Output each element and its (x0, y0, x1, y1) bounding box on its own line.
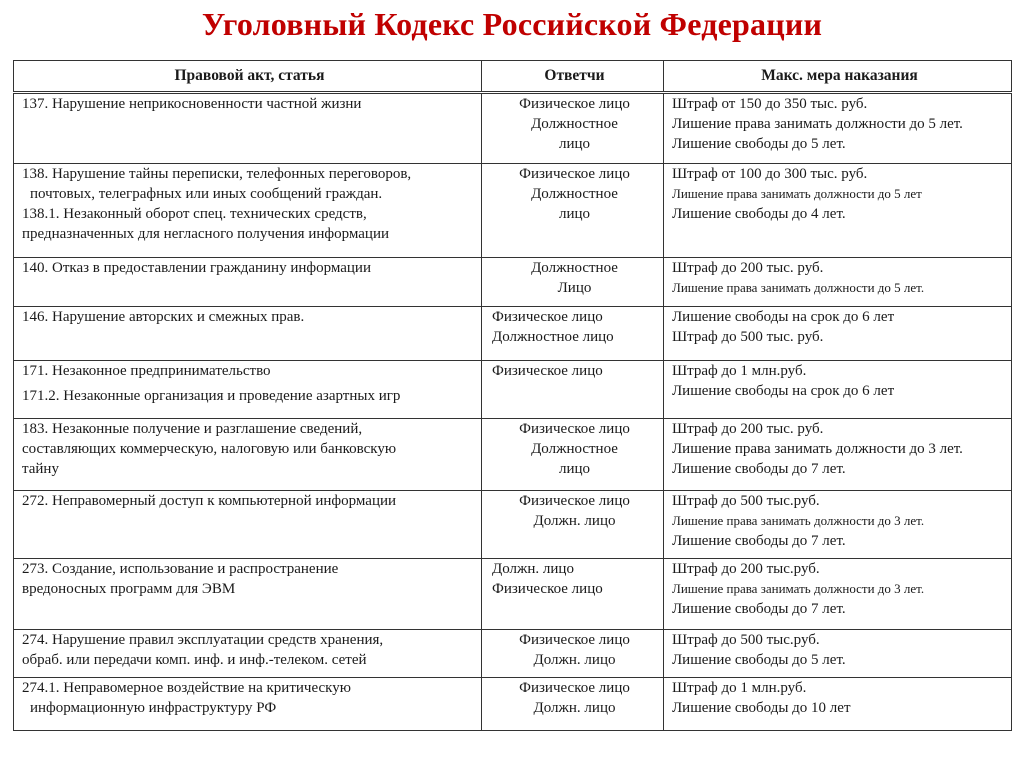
respondent-cell (482, 258, 664, 307)
respondent-line: Должностное (531, 441, 618, 457)
table-row (14, 93, 1012, 164)
act-cell (14, 419, 482, 491)
act-line: информационную инфраструктуру РФ (30, 700, 277, 716)
penalty-cell (664, 361, 1012, 419)
respondent-line: Физическое лицо (492, 363, 603, 379)
page-title: Уголовный Кодекс Российской Федерации (201, 6, 823, 42)
penalty-line: Лишение права занимать должности до 3 лет. (672, 441, 963, 457)
respondent-line: Физическое лицо (519, 493, 630, 509)
table-row (14, 361, 1012, 419)
penalty-cell (664, 559, 1012, 630)
respondent-line: Физическое лицо (519, 680, 630, 696)
act-line: 146. Нарушение авторских и смежных прав. (22, 309, 305, 325)
act-line: тайну (22, 461, 59, 477)
penalty-line: Лишение свободы до 4 лет. (672, 206, 846, 222)
respondent-cell (482, 491, 664, 559)
act-cell (14, 361, 482, 419)
penalty-line: Штраф до 500 тыс.руб. (672, 493, 820, 509)
act-line: 183. Незаконные получение и разглашение сведений, (22, 421, 363, 437)
penalty-line: Лишение свободы на срок до 6 лет (672, 309, 895, 325)
penalty-cell (664, 630, 1012, 678)
respondent-line: Физическое лицо (519, 96, 630, 112)
penalty-cell (664, 164, 1012, 258)
table-row (14, 630, 1012, 678)
act-line: 272. Неправомерный доступ к компьютерной информации (22, 493, 397, 509)
respondent-line: Физическое лицо (519, 166, 630, 182)
respondent-cell (482, 93, 664, 164)
respondent-line: лицо (558, 206, 591, 222)
penalty-cell (664, 93, 1012, 164)
respondent-line: Физическое лицо (492, 309, 603, 325)
act-line: 274.1. Неправомерное воздействие на критическую (22, 680, 351, 696)
act-line: 171. Незаконное предпринимательство (22, 363, 271, 379)
act-line: 274. Нарушение правил эксплуатации средств хранения, (22, 632, 384, 648)
respondent-cell (482, 630, 664, 678)
act-cell (14, 491, 482, 559)
act-cell (14, 93, 482, 164)
act-line: 140. Отказ в предоставлении гражданину информации (22, 260, 371, 276)
respondent-line: Физическое лицо (519, 632, 630, 648)
act-cell (14, 678, 482, 731)
act-cell (14, 559, 482, 630)
penalty-line: Штраф до 200 тыс. руб. (672, 260, 824, 276)
respondent-cell (482, 419, 664, 491)
header-penalty: Макс. мера наказания (664, 61, 1012, 93)
respondent-line: Физическое лицо (519, 421, 630, 437)
respondent-cell (482, 559, 664, 630)
penalty-line: Лишение права занимать должности до 5 лет. (672, 116, 963, 132)
header-act: Правовой акт, статья (14, 61, 482, 93)
act-line: 138.1. Незаконный оборот спец. технических средств, (22, 206, 367, 222)
penalty-line: Штраф до 200 тыс. руб. (672, 421, 824, 437)
penalty-line: Штраф до 1 млн.руб. (672, 363, 807, 379)
penalty-line: Штраф до 500 тыс.руб. (672, 632, 820, 648)
penalty-line: Лишение свободы до 7 лет. (672, 533, 846, 549)
respondent-line: Должн. лицо (533, 652, 616, 668)
penalty-cell (664, 258, 1012, 307)
respondent-line: лицо (558, 461, 591, 477)
respondent-line: Должностное (531, 260, 618, 276)
act-line: 138. Нарушение тайны переписки, телефонных переговоров, (22, 166, 412, 182)
penalty-line: Штраф от 150 до 350 тыс. руб. (672, 96, 868, 112)
penalty-line: Штраф до 1 млн.руб. (672, 680, 807, 696)
respondent-line: Лицо (557, 280, 592, 296)
act-line: обраб. или передачи комп. инф. и инф.-телеком. сетей (22, 652, 367, 668)
respondent-line: лицо (558, 136, 591, 152)
act-line: 137. Нарушение неприкосновенности частной жизни (22, 96, 362, 112)
penalty-line: Лишение права занимать должности до 5 лет (672, 186, 922, 201)
respondent-line: Должн. лицо (533, 700, 616, 716)
respondent-cell (482, 361, 664, 419)
act-line: предназначенных для негласного получения информации (22, 226, 389, 242)
respondent-line: Должностное (531, 186, 618, 202)
respondent-cell (482, 164, 664, 258)
respondent-cell (482, 307, 664, 361)
respondent-line: Физическое лицо (492, 581, 603, 597)
respondent-line: Должностное лицо (492, 329, 614, 345)
penalty-cell (664, 307, 1012, 361)
penalty-line: Штраф до 200 тыс.руб. (672, 561, 820, 577)
penalty-line: Лишение права занимать должности до 3 лет. (672, 581, 925, 596)
act-cell (14, 630, 482, 678)
act-cell (14, 307, 482, 361)
respondent-line: Должн. лицо (492, 561, 574, 577)
respondent-cell (482, 678, 664, 731)
act-cell (14, 258, 482, 307)
act-line: вредоносных программ для ЭВМ (22, 581, 236, 597)
criminal-code-table (13, 60, 1012, 731)
header-respondent: Ответчи (482, 61, 664, 93)
act-line: 171.2. Незаконные организация и проведение азартных игр (22, 388, 401, 404)
table-row (14, 164, 1012, 258)
penalty-cell (664, 678, 1012, 731)
table-row (14, 258, 1012, 307)
act-line: составляющих коммерческую, налоговую или банковскую (22, 441, 397, 457)
table-header-row (14, 61, 1012, 93)
penalty-line: Лишение свободы до 7 лет. (672, 461, 846, 477)
table-row (14, 559, 1012, 630)
table-row (14, 491, 1012, 559)
penalty-line: Лишение права занимать должности до 5 лет. (672, 280, 925, 295)
penalty-cell (664, 491, 1012, 559)
act-line: почтовых, телеграфных или иных сообщений граждан. (30, 186, 383, 202)
penalty-line: Штраф до 500 тыс. руб. (672, 329, 824, 345)
table-row (14, 419, 1012, 491)
penalty-line: Лишение права занимать должности до 3 лет. (672, 513, 925, 528)
act-line: 273. Создание, использование и распространение (22, 561, 339, 577)
penalty-line: Лишение свободы до 5 лет. (672, 136, 846, 152)
table-row (14, 307, 1012, 361)
penalty-line: Лишение свободы до 10 лет (672, 700, 851, 716)
act-cell (14, 164, 482, 258)
penalty-line: Лишение свободы на срок до 6 лет (672, 383, 895, 399)
penalty-line: Штраф от 100 до 300 тыс. руб. (672, 166, 868, 182)
respondent-line: Должн. лицо (533, 513, 616, 529)
penalty-line: Лишение свободы до 5 лет. (672, 652, 846, 668)
respondent-line: Должностное (531, 116, 618, 132)
table-row (14, 678, 1012, 731)
penalty-cell (664, 419, 1012, 491)
penalty-line: Лишение свободы до 7 лет. (672, 601, 846, 617)
